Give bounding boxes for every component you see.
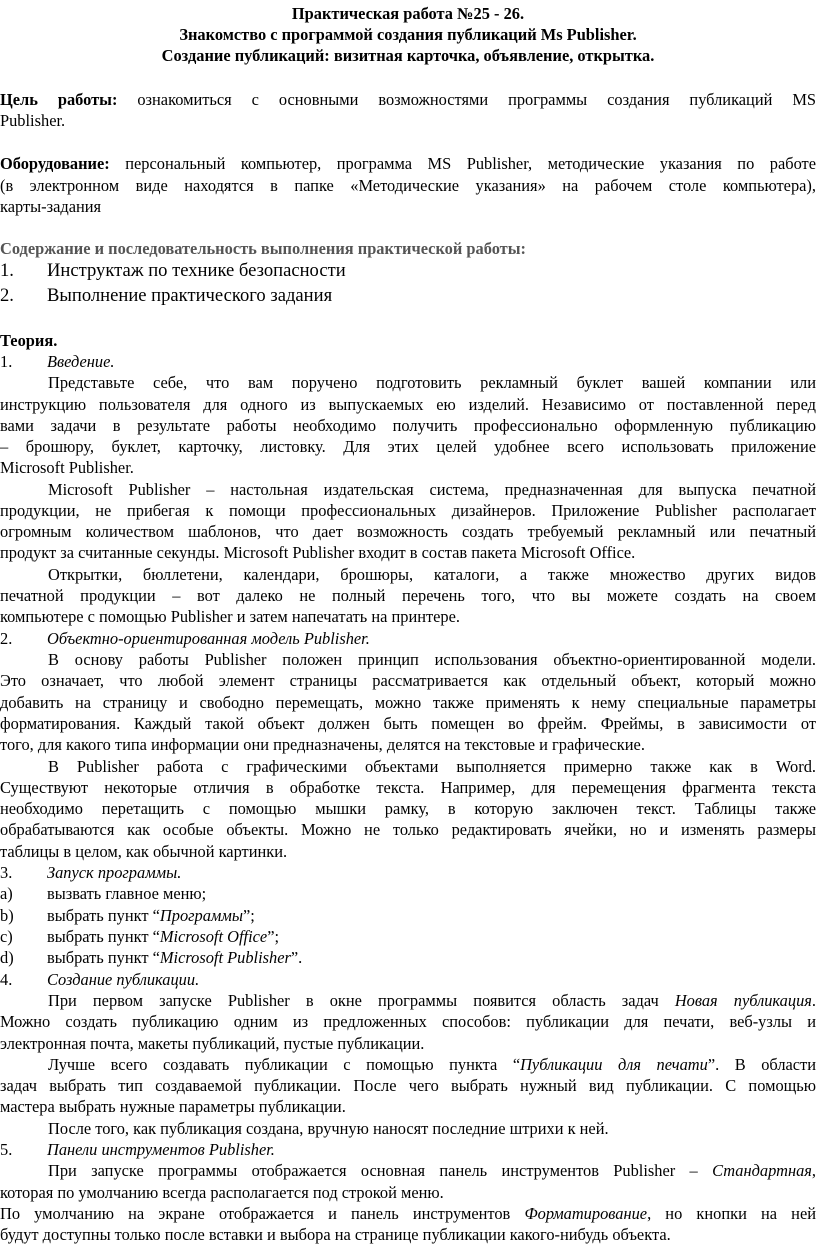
p3-line-3: компьютере с помощью Publisher и затем напечатать на принтере. <box>0 607 460 626</box>
section-1-title: Введение. <box>47 352 115 371</box>
section-4-num: 4. <box>0 970 13 989</box>
p2-line-2: продукции, не прибегая к помощи профессиональных дизайнеров. Приложение Publisher располагает <box>0 501 816 520</box>
step-a-num: a) <box>0 884 13 903</box>
step-b-post: ”; <box>242 906 255 925</box>
p7-line-1-pre: Лучше всего создавать публикации с помощью пункта “ <box>48 1055 521 1074</box>
step-c-num: c) <box>0 927 13 946</box>
p5-line-2: Существуют некоторые отличия в обработке текста. Например, для перемещения фрагмента текста <box>0 778 816 797</box>
section-5-title: Панели инструментов Publisher. <box>47 1140 275 1159</box>
step-d-num: d) <box>0 948 14 967</box>
p6-line-1 <box>0 990 816 1011</box>
equipment-text-1: персональный компьютер, программа MS Publisher, методические указания по работе <box>109 154 816 173</box>
p1-line-2: инструкцию пользователя для одного из выпускаемых ею изделий. Независимо от поставленной перед <box>0 395 816 414</box>
p9-line-1-em: Стандартная <box>712 1161 812 1180</box>
p9-line-1-pre: При запуске программы отображается основная панель инструментов Publisher – <box>48 1161 713 1180</box>
p6-line-2: Можно создать публикацию одним из предложенных способов: публикации для печати, веб-узлы и <box>0 1012 816 1031</box>
p9-line-2: которая по умолчанию всегда располагается под строкой меню. <box>0 1183 444 1202</box>
p6-line-3: электронная почта, макеты публикаций, пустые публикации. <box>0 1034 425 1053</box>
theory-heading: Теория. <box>0 331 58 350</box>
step-c <box>0 926 816 947</box>
section-4-title: Создание публикации. <box>47 970 200 989</box>
p4-line-4: форматирования. Каждый такой объект должен быть помещен во фрейм. Фреймы, в зависимости от <box>0 714 816 733</box>
equipment-label: Оборудование: <box>0 154 110 173</box>
step-b <box>0 905 816 926</box>
p6-line-1-post: . <box>811 991 816 1010</box>
p8-line-1: После того, как публикация создана, вручную наносят последние штрихи к ней. <box>48 1119 609 1138</box>
content-item-2 <box>0 285 816 306</box>
p5-line-3: необходимо перетащить с помощью мышки рамку, в которую заключен текст. Таблицы также <box>0 799 816 818</box>
p7-line-2: задач выбрать тип создаваемой публикации. После чего выбрать нужный вид публикации. С помощью <box>0 1076 816 1095</box>
step-c-pre: выбрать пункт “ <box>47 927 160 946</box>
content-item-1-num: 1. <box>0 260 14 281</box>
section-3-heading <box>0 862 816 883</box>
section-4-heading <box>0 969 816 990</box>
doc-title-line-3: Создание публикаций: визитная карточка, объявление, открытка. <box>161 46 655 65</box>
step-a-text: вызвать главное меню; <box>47 884 207 903</box>
step-d-pre: выбрать пункт “ <box>47 948 160 967</box>
p5-line-4: обрабатываются как особые объекты. Можно не только редактировать ячейки, но и изменять размеры <box>0 820 816 839</box>
section-1-heading <box>0 351 816 372</box>
p6-line-1-em: Новая публикация <box>674 991 812 1010</box>
p1-line-4: – брошюру, буклет, карточку, листовку. Для этих целей удобнее всего использовать приложение <box>0 437 816 456</box>
goal-text-2: Publisher. <box>0 111 66 130</box>
step-d <box>0 947 816 968</box>
step-c-post: ”; <box>267 927 280 946</box>
doc-title-line-1: Практическая работа №25 - 26. <box>291 4 525 23</box>
p4-line-2: Это означает, что любой элемент страницы рассматривается как отдельный объект, который можно <box>0 671 816 690</box>
goal-label: Цель работы: <box>0 90 118 109</box>
section-5-num: 5. <box>0 1140 13 1159</box>
section-3-num: 3. <box>0 863 13 882</box>
p10-line-2: будут доступны только после вставки и выбора на странице публикации какого-нибудь объекта. <box>0 1225 671 1244</box>
p3-line-1: Открытки, бюллетени, календари, брошюры, каталоги, а также множество других видов <box>48 565 816 584</box>
section-2-heading <box>0 628 816 649</box>
p7-line-1-post: ”. В области <box>707 1055 816 1074</box>
content-item-1-text: Инструктаж по технике безопасности <box>47 260 346 281</box>
content-item-2-text: Выполнение практического задания <box>47 285 333 306</box>
p2-line-4: продукт за считанные секунды. Microsoft Publisher входит в состав пакета Microsoft Office. <box>0 543 636 562</box>
equipment-line-1 <box>0 153 816 174</box>
section-2-title: Объектно-ориентированная модель Publisher. <box>47 629 370 648</box>
p1-line-3: вами задачи в результате работы необходимо получить профессионально оформленную публикацию <box>0 416 816 435</box>
p7-line-3: мастера выбрать нужные параметры публикации. <box>0 1097 346 1116</box>
p2-line-1: Microsoft Publisher – настольная издательская система, предназначенная для выпуска печатной <box>48 480 816 499</box>
step-d-em: Microsoft Publisher <box>159 948 291 967</box>
content-heading: Содержание и последовательность выполнения практической работы: <box>0 239 526 258</box>
p4-line-5: того, для какого типа информации они предназначены, делятся на текстовые и графические. <box>0 735 645 754</box>
equipment-text-2: (в электронном виде находятся в папке «Методические указания» на рабочем столе компьютера), <box>0 176 816 195</box>
p10-line-1-pre: По умолчанию на экране отображается и панель инструментов <box>0 1204 525 1223</box>
step-d-post: ”. <box>290 948 303 967</box>
p3-line-2: печатной продукции – вот далеко не полный перечень того, что вы можете создать на своем <box>0 586 816 605</box>
p1-line-1: Представьте себе, что вам поручено подготовить рекламный буклет вашей компании или <box>48 373 816 392</box>
p10-line-1-em: Форматирование <box>524 1204 648 1223</box>
equipment-text-3: карты-задания <box>0 197 102 216</box>
step-b-num: b) <box>0 906 14 925</box>
doc-title-line-2: Знакомство с программой создания публикаций Ms Publisher. <box>179 25 637 44</box>
section-5-heading <box>0 1139 816 1160</box>
p2-line-3: огромным количеством шаблонов, что дает возможность создать требуемый рекламный или печатный <box>0 522 816 541</box>
p5-line-1: В Publisher работа с графическими объектами выполняется примерно также как в Word. <box>48 757 816 776</box>
content-item-2-num: 2. <box>0 285 14 306</box>
p9-line-1 <box>0 1160 816 1181</box>
p6-line-1-pre: При первом запуске Publisher в окне программы появится область задач <box>48 991 675 1010</box>
p7-line-1-em: Публикации для печати <box>520 1055 708 1074</box>
step-b-pre: выбрать пункт “ <box>47 906 160 925</box>
p7-line-1 <box>0 1054 816 1075</box>
section-3-title: Запуск программы. <box>47 863 182 882</box>
p4-line-1: В основу работы Publisher положен принцип использования объектно-ориентированной модели. <box>48 650 816 669</box>
p9-line-1-post: , <box>811 1161 816 1180</box>
p10-line-1-post: , но кнопки на ней <box>647 1204 816 1223</box>
step-a <box>0 883 816 904</box>
goal-text-1: ознакомиться с основными возможностями программы создания публикаций MS <box>117 90 816 109</box>
goal-line-1 <box>0 89 816 110</box>
step-c-em: Microsoft Office <box>159 927 268 946</box>
p5-line-5: таблицы в целом, как обычной картинки. <box>0 842 288 861</box>
p10-line-1 <box>0 1203 816 1224</box>
section-1-num: 1. <box>0 352 13 371</box>
p1-line-5: Microsoft Publisher. <box>0 458 134 477</box>
step-b-em: Программы <box>159 906 243 925</box>
p4-line-3: добавить на страницу и свободно перемещать, можно также применять к нему специальные параметры <box>0 693 816 712</box>
content-item-1 <box>0 260 816 281</box>
section-2-num: 2. <box>0 629 13 648</box>
